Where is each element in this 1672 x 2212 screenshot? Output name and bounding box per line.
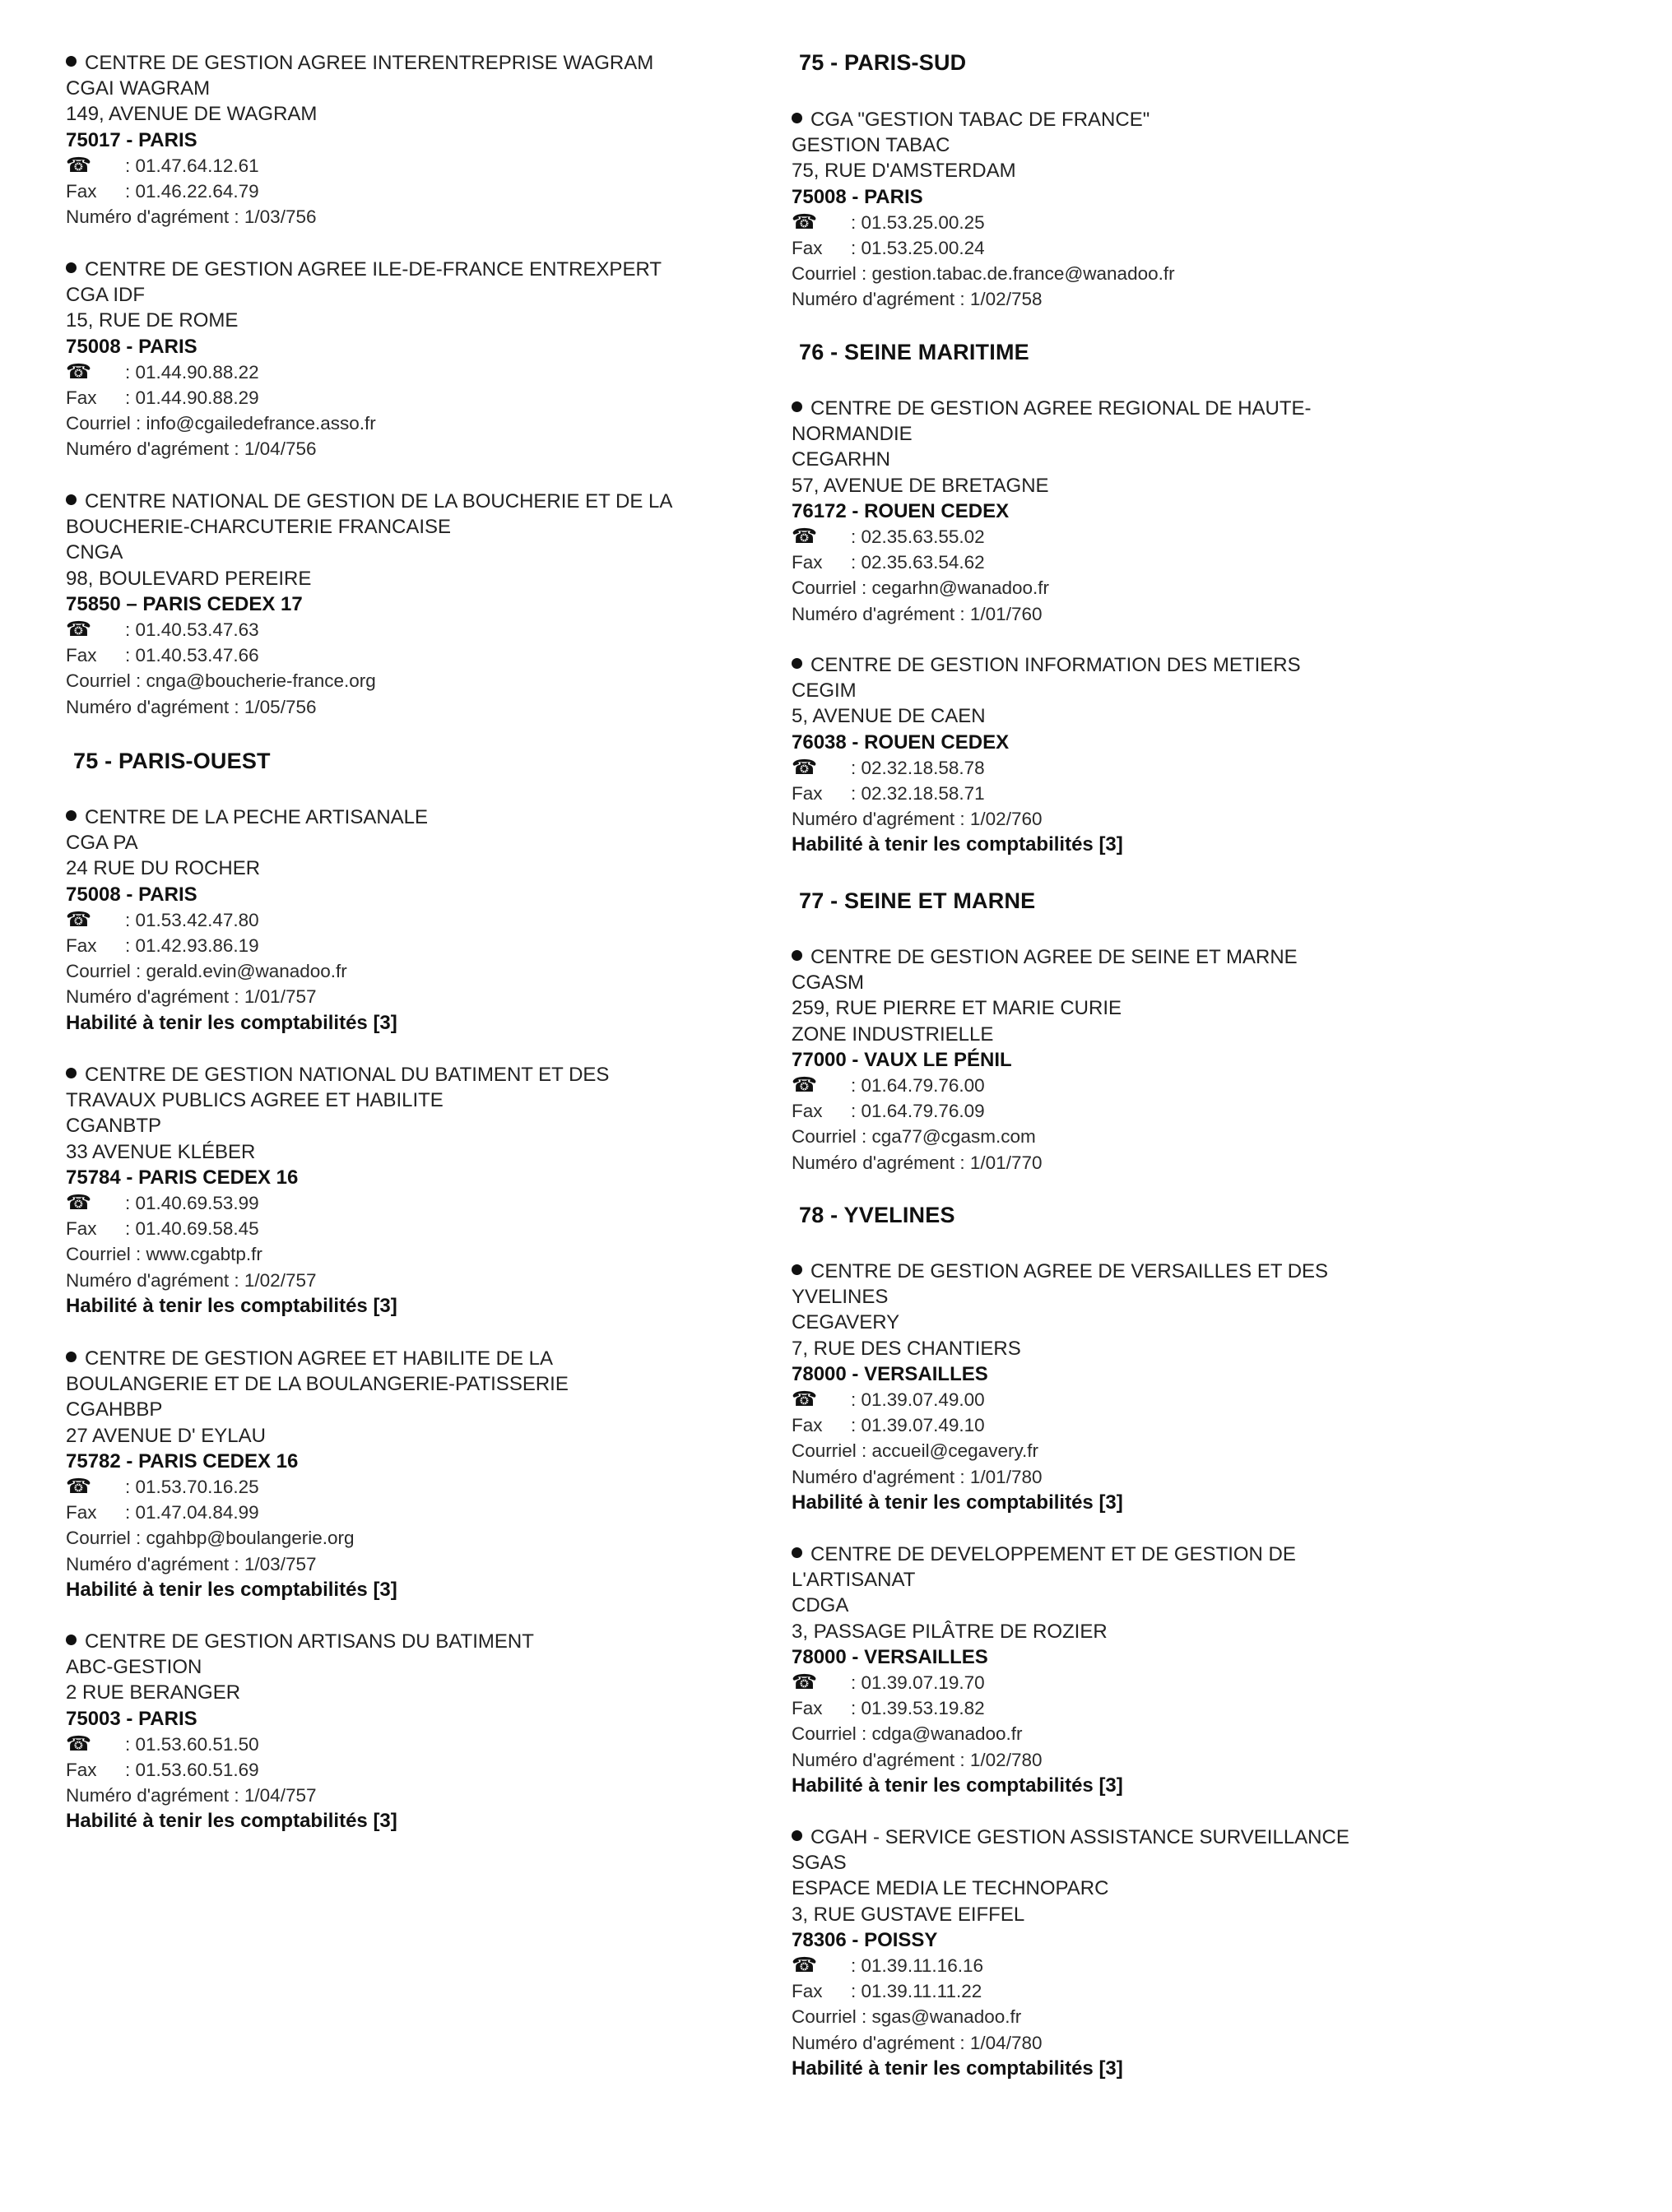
entry-address: 98, BOULEVARD PEREIRE [66, 567, 312, 590]
entry-city: 75017 - PARIS [66, 128, 197, 151]
entry-acronym: CDGA [792, 1594, 849, 1617]
bullet-icon [792, 1830, 802, 1841]
entry-sgas [792, 1825, 1532, 2081]
entry-agrement: Numéro d'agrément : 1/02/757 [66, 1269, 317, 1291]
entry-habilite: Habilité à tenir les comptabilités [3] [792, 1774, 1123, 1797]
entry-fax: Fax : 01.64.79.76.09 [792, 1101, 985, 1122]
entry-email: Courriel : gerald.evin@wanadoo.fr [66, 961, 347, 982]
entry-fax: Fax : 01.40.69.58.45 [66, 1218, 259, 1240]
phone-icon: ☎ [66, 907, 92, 931]
entry-name-line: CENTRE DE LA PECHE ARTISANALE [66, 805, 790, 830]
entry-agrement: Numéro d'agrément : 1/03/757 [66, 1553, 317, 1574]
entry-fax: Fax : 01.44.90.88.29 [66, 387, 259, 408]
phone-icon: ☎ [66, 359, 92, 383]
entry-phone: ☎ : 01.39.11.16.16 [792, 1953, 983, 1977]
bullet-icon [792, 658, 802, 669]
phone-icon: ☎ [66, 153, 92, 177]
entry-name-line: CENTRE DE GESTION AGREE REGIONAL DE HAUTE- [792, 396, 1532, 421]
entry-phone: ☎ : 01.47.64.12.61 [66, 153, 259, 177]
phone-icon: ☎ [66, 1474, 92, 1498]
bullet-icon [792, 1264, 802, 1275]
entry-phone: ☎ : 01.39.07.49.00 [792, 1387, 985, 1411]
phone-icon: ☎ [792, 210, 818, 234]
entry-address: 33 AVENUE KLÉBER [66, 1140, 256, 1163]
phone-icon: ☎ [792, 1387, 818, 1411]
entry-city: 78306 - POISSY [792, 1928, 938, 1951]
entry-agrement: Numéro d'agrément : 1/02/760 [792, 809, 1043, 830]
entry-email: Courriel : sgas@wanadoo.fr [792, 2006, 1022, 2028]
entry-acronym: CGA PA [66, 832, 138, 855]
entry-name-cont: BOULANGERIE ET DE LA BOULANGERIE-PATISSERIE [66, 1373, 569, 1396]
entry-acronym: CGASM [792, 972, 865, 995]
phone-icon: ☎ [66, 1190, 92, 1214]
entry-name-line: CENTRE DE GESTION AGREE ET HABILITE DE LA [66, 1346, 790, 1371]
entry-email: Courriel : www.cgabtp.fr [66, 1244, 262, 1265]
entry-address: 57, AVENUE DE BRETAGNE [792, 474, 1049, 497]
entry-name-cont: NORMANDIE [792, 423, 913, 446]
entry-address: 3, PASSAGE PILÂTRE DE ROZIER [792, 1620, 1108, 1643]
entry-address: 15, RUE DE ROME [66, 309, 239, 332]
entry-agrement: Numéro d'agrément : 1/05/756 [66, 696, 317, 717]
phone-icon: ☎ [792, 755, 818, 779]
entry-cegim [792, 652, 1532, 858]
entry-name-line: CENTRE DE DEVELOPPEMENT ET DE GESTION DE [792, 1542, 1532, 1567]
entry-cnga [66, 489, 790, 720]
entry-name-line: CGA "GESTION TABAC DE FRANCE" [792, 107, 1532, 132]
entry-acronym: ABC-GESTION [66, 1656, 202, 1679]
entry-habilite: Habilité à tenir les comptabilités [3] [66, 1810, 397, 1833]
entry-phone: ☎ : 01.39.07.19.70 [792, 1670, 985, 1694]
entry-acronym: CEGIM [792, 679, 857, 703]
entry-cdga [792, 1542, 1532, 1798]
entry-city: 75008 - PARIS [66, 335, 197, 358]
entry-gestion-tabac [792, 107, 1532, 313]
entry-email: Courriel : cegarhn@wanadoo.fr [792, 577, 1050, 599]
entry-agrement: Numéro d'agrément : 1/01/760 [792, 603, 1043, 624]
entry-fax: Fax : 02.35.63.54.62 [792, 552, 985, 573]
entry-fax: Fax : 02.32.18.58.71 [792, 782, 985, 804]
bullet-icon [792, 950, 802, 961]
entry-agrement: Numéro d'agrément : 1/03/756 [66, 206, 317, 228]
entry-address: 2 RUE BERANGER [66, 1681, 241, 1704]
entry-address: 5, AVENUE DE CAEN [792, 705, 986, 728]
entry-city: 75008 - PARIS [66, 883, 197, 906]
entry-name-line: CENTRE DE GESTION AGREE INTERENTREPRISE WAGRAM [66, 50, 790, 76]
entry-phone: ☎ : 01.53.25.00.25 [792, 210, 985, 234]
phone-icon: ☎ [792, 1670, 818, 1694]
section-heading-seine-maritime: 76 - SEINE MARITIME [799, 340, 1029, 364]
entry-agrement: Numéro d'agrément : 1/04/780 [792, 2032, 1043, 2053]
entry-acronym: GESTION TABAC [792, 134, 950, 157]
entry-fax: Fax : 01.39.53.19.82 [792, 1698, 985, 1719]
entry-city: 75008 - PARIS [792, 185, 923, 208]
entry-habilite: Habilité à tenir les comptabilités [3] [792, 1491, 1123, 1514]
entry-phone: ☎ : 02.35.63.55.02 [792, 524, 985, 548]
entry-address: 24 RUE DU ROCHER [66, 857, 261, 880]
entry-idf [66, 257, 790, 462]
entry-acronym: CGANBTP [66, 1115, 162, 1138]
entry-acronym: SGAS [792, 1852, 847, 1875]
entry-email: Courriel : cga77@cgasm.com [792, 1126, 1036, 1148]
entry-name-line: CENTRE DE GESTION AGREE DE VERSAILLES ET DES [792, 1259, 1532, 1284]
entry-city: 78000 - VERSAILLES [792, 1362, 988, 1385]
bullet-icon [792, 1547, 802, 1558]
entry-name-line: CENTRE DE GESTION AGREE ILE-DE-FRANCE ENTREXPERT [66, 257, 790, 282]
entry-email: Courriel : info@cgailedefrance.asso.fr [66, 413, 376, 434]
entry-name-line: CENTRE DE GESTION ARTISANS DU BATIMENT [66, 1629, 790, 1654]
bullet-icon [792, 113, 802, 123]
entry-cganbtp [66, 1062, 790, 1319]
entry-fax: Fax : 01.42.93.86.19 [66, 934, 259, 956]
entry-agrement: Numéro d'agrément : 1/04/756 [66, 438, 317, 460]
entry-fax: Fax : 01.47.04.84.99 [66, 1502, 259, 1523]
entry-phone: ☎ : 01.53.70.16.25 [66, 1474, 259, 1498]
entry-acronym: CEGARHN [792, 448, 891, 471]
entry-cgasm [792, 944, 1532, 1176]
entry-email: Courriel : cdga@wanadoo.fr [792, 1723, 1023, 1745]
entry-habilite: Habilité à tenir les comptabilités [3] [66, 1578, 397, 1601]
entry-city: 77000 - VAUX LE PÉNIL [792, 1048, 1012, 1071]
entry-habilite: Habilité à tenir les comptabilités [3] [792, 2057, 1123, 2080]
entry-phone: ☎ : 01.44.90.88.22 [66, 359, 259, 383]
entry-name-cont: L'ARTISANAT [792, 1569, 916, 1592]
entry-email: Courriel : cgahbp@boulangerie.org [66, 1528, 355, 1549]
entry-address: 259, RUE PIERRE ET MARIE CURIE [792, 997, 1122, 1020]
entry-city: 76172 - ROUEN CEDEX [792, 499, 1010, 522]
entry-agrement: Numéro d'agrément : 1/04/757 [66, 1785, 317, 1806]
entry-email: Courriel : accueil@cegavery.fr [792, 1440, 1039, 1462]
entry-agrement: Numéro d'agrément : 1/01/780 [792, 1466, 1043, 1487]
entry-habilite: Habilité à tenir les comptabilités [3] [66, 1294, 397, 1317]
entry-name-line: CENTRE NATIONAL DE GESTION DE LA BOUCHERIE ET DE LA [66, 489, 790, 514]
entry-acronym: CGAI WAGRAM [66, 77, 211, 100]
entry-name-line: CENTRE DE GESTION NATIONAL DU BATIMENT ET DES [66, 1062, 790, 1087]
bullet-icon [66, 494, 77, 505]
entry-peche [66, 805, 790, 1036]
entry-acronym: CGA IDF [66, 284, 146, 307]
entry-phone: ☎ : 02.32.18.58.78 [792, 755, 985, 779]
entry-name-cont: BOUCHERIE-CHARCUTERIE FRANCAISE [66, 516, 452, 539]
bullet-icon [66, 262, 77, 273]
entry-wagram [66, 50, 790, 230]
entry-phone: ☎ : 01.53.60.51.50 [66, 1732, 259, 1755]
bullet-icon [66, 810, 77, 821]
entry-cegarhn [792, 396, 1532, 627]
entry-name-line: CGAH - SERVICE GESTION ASSISTANCE SURVEILLANCE [792, 1825, 1532, 1850]
entry-email: Courriel : gestion.tabac.de.france@wanadoo.fr [792, 263, 1175, 285]
entry-name-cont: TRAVAUX PUBLICS AGREE ET HABILITE [66, 1089, 444, 1112]
entry-agrement: Numéro d'agrément : 1/01/770 [792, 1152, 1043, 1173]
entry-city: 75784 - PARIS CEDEX 16 [66, 1166, 299, 1189]
phone-icon: ☎ [66, 1732, 92, 1755]
entry-acronym: CEGAVERY [792, 1311, 900, 1334]
phone-icon: ☎ [66, 617, 92, 641]
entry-city: 75782 - PARIS CEDEX 16 [66, 1449, 299, 1472]
entry-address: ESPACE MEDIA LE TECHNOPARC [792, 1877, 1109, 1900]
entry-habilite: Habilité à tenir les comptabilités [3] [66, 1011, 397, 1034]
entry-fax: Fax : 01.53.60.51.69 [66, 1759, 259, 1780]
entry-cegavery [792, 1259, 1532, 1515]
bullet-icon [66, 1068, 77, 1078]
entry-city: 75003 - PARIS [66, 1707, 197, 1730]
entry-habilite: Habilité à tenir les comptabilités [3] [792, 833, 1123, 856]
entry-name-line: CENTRE DE GESTION INFORMATION DES METIERS [792, 652, 1532, 678]
entry-address-2: 3, RUE GUSTAVE EIFFEL [792, 1903, 1025, 1926]
entry-name-cont: YVELINES [792, 1286, 889, 1309]
entry-agrement: Numéro d'agrément : 1/01/757 [66, 986, 317, 1008]
bullet-icon [792, 401, 802, 412]
phone-icon: ☎ [792, 1073, 818, 1097]
section-heading-yvelines: 78 - YVELINES [799, 1203, 955, 1227]
entry-phone: ☎ : 01.40.69.53.99 [66, 1190, 259, 1214]
bullet-icon [66, 56, 77, 67]
entry-address: 27 AVENUE D' EYLAU [66, 1424, 266, 1447]
entry-address: 7, RUE DES CHANTIERS [792, 1337, 1021, 1360]
entry-phone: ☎ : 01.64.79.76.00 [792, 1073, 985, 1097]
entry-phone: ☎ : 01.53.42.47.80 [66, 907, 259, 931]
entry-email: Courriel : cnga@boucherie-france.org [66, 670, 376, 692]
entry-phone: ☎ : 01.40.53.47.63 [66, 617, 259, 641]
entry-fax: Fax : 01.39.07.49.10 [792, 1415, 985, 1436]
section-heading-paris-ouest: 75 - PARIS-OUEST [73, 749, 271, 773]
entry-abc-gestion [66, 1629, 790, 1834]
bullet-icon [66, 1352, 77, 1362]
entry-name-line: CENTRE DE GESTION AGREE DE SEINE ET MARNE [792, 944, 1532, 970]
entry-agrement: Numéro d'agrément : 1/02/758 [792, 289, 1043, 310]
entry-city: 75850 – PARIS CEDEX 17 [66, 592, 303, 615]
entry-acronym: CGAHBBP [66, 1398, 163, 1421]
section-heading-seine-et-marne: 77 - SEINE ET MARNE [799, 888, 1036, 913]
entry-fax: Fax : 01.46.22.64.79 [66, 180, 259, 202]
entry-acronym: CNGA [66, 541, 123, 564]
entry-city: 78000 - VERSAILLES [792, 1645, 988, 1668]
entry-address-2: ZONE INDUSTRIELLE [792, 1023, 994, 1046]
entry-address: 149, AVENUE DE WAGRAM [66, 103, 318, 126]
phone-icon: ☎ [792, 1953, 818, 1977]
phone-icon: ☎ [792, 524, 818, 548]
entry-fax: Fax : 01.39.11.11.22 [792, 1981, 982, 2002]
entry-address: 75, RUE D'AMSTERDAM [792, 160, 1016, 183]
entry-city: 76038 - ROUEN CEDEX [792, 730, 1010, 754]
section-heading-paris-sud: 75 - PARIS-SUD [799, 50, 967, 75]
entry-fax: Fax : 01.40.53.47.66 [66, 645, 259, 666]
bullet-icon [66, 1635, 77, 1645]
entry-fax: Fax : 01.53.25.00.24 [792, 237, 985, 258]
entry-cgahbbp [66, 1346, 790, 1602]
entry-agrement: Numéro d'agrément : 1/02/780 [792, 1749, 1043, 1770]
